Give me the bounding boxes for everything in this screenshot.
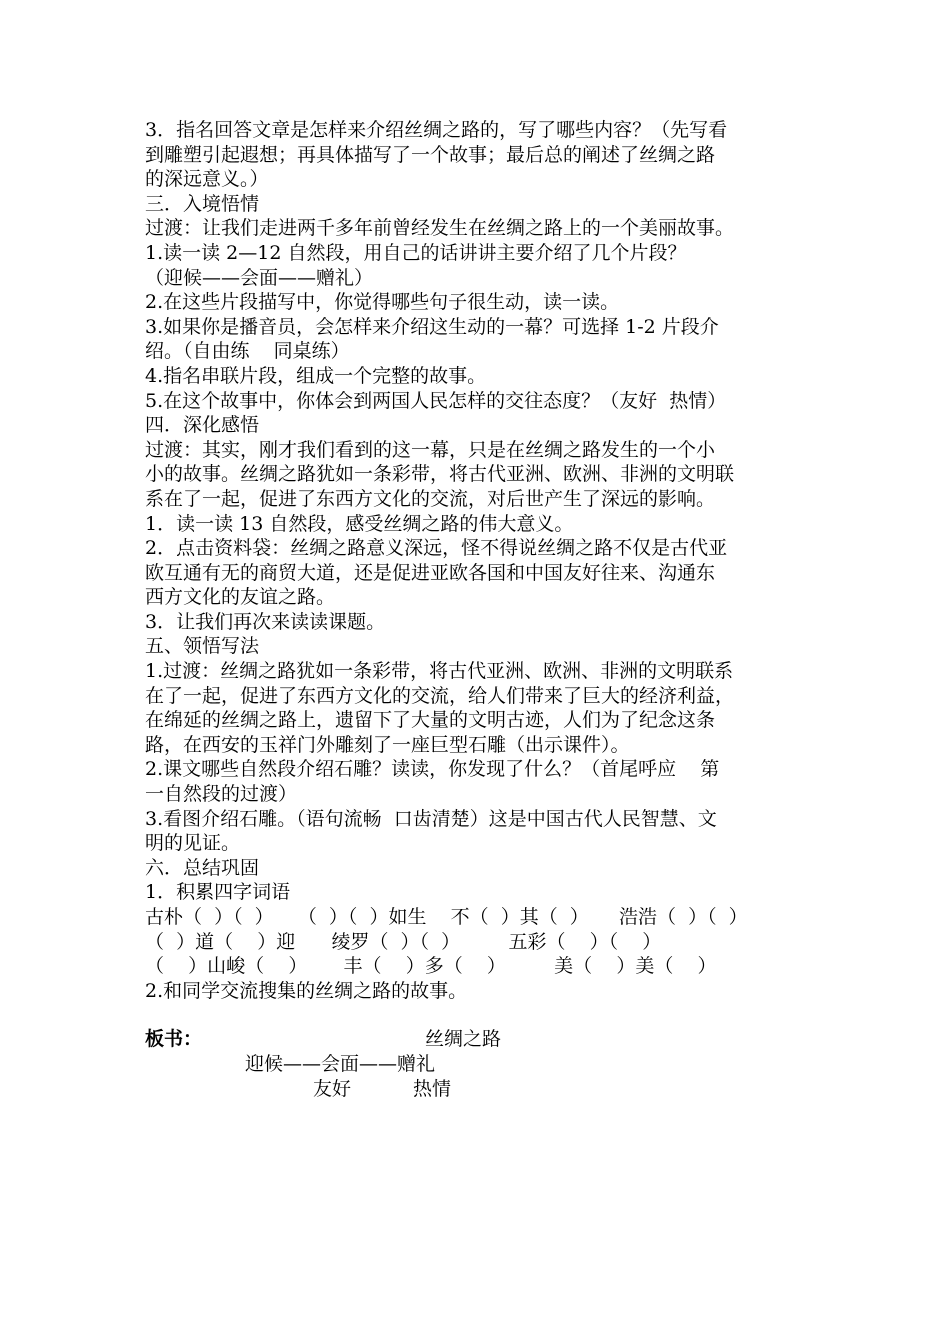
text-line: 过渡：其实，刚才我们看到的这一幕，只是在丝绸之路发生的一个小 [145, 438, 716, 461]
text-line: 1．积累四字词语 [145, 881, 291, 904]
text-line: 2.课文哪些自然段介绍石雕？读读，你发现了什么？（首尾呼应 第 [145, 758, 720, 781]
text-line: 明的见证。 [145, 832, 241, 855]
text-line: 过渡：让我们走进两千多年前曾经发生在丝绸之路上的一个美丽故事。 [145, 217, 735, 240]
word-exercise-row: 古朴（ ）（ ） （ ）（ ）如生 不（ ）其（ ） 浩浩（ ）（ ） [145, 906, 748, 928]
document-body [145, 118, 825, 1101]
text-line: 1.读一读 2—12 自然段，用自己的话讲讲主要介绍了几个片段？ [145, 241, 687, 264]
blackboard-row-3 [145, 1077, 825, 1102]
blackboard-row-1 [145, 1027, 825, 1052]
blackboard-attitude-1: 友好 [313, 1077, 352, 1100]
text-line: 4.指名串联片段，组成一个完整的故事。 [145, 364, 487, 387]
text-line: 2.和同学交流搜集的丝绸之路的故事。 [145, 979, 468, 1002]
spacer [145, 1003, 825, 1027]
text-line: 1．读一读 13 自然段，感受丝绸之路的伟大意义。 [145, 512, 574, 535]
blackboard-flow: 迎候——会面——赠礼 [245, 1052, 436, 1075]
text-line: 5.在这个故事中，你体会到两国人民怎样的交往态度？（友好 热情） [145, 389, 727, 412]
word-exercise-row: （ ）山峻（ ） 丰（ ）多（ ） 美（ ）美（ ） [145, 955, 717, 978]
text-line: （迎候——会面——赠礼） [145, 266, 374, 289]
text-line: 的深远意义。） [145, 168, 269, 191]
text-line: 西方文化的友谊之路。 [145, 586, 336, 609]
text-line: 系在了一起，促进了东西方文化的交流，对后世产生了深远的影响。 [145, 487, 716, 510]
text-line: 在了一起，促进了东西方文化的交流，给人们带来了巨大的经济利益， [145, 684, 735, 707]
section-heading: 五、领悟写法 [145, 635, 260, 658]
blackboard-row-2 [145, 1052, 825, 1077]
text-line: 3．指名回答文章是怎样来介绍丝绸之路的，写了哪些内容？（先写看 [145, 119, 728, 141]
word-exercise-row: （ ）道（ ）迎 绫罗（ ）（ ） 五彩（ ）（ ） [145, 930, 662, 953]
text-line: 3.看图介绍石雕。（语句流畅 口齿清楚）这是中国古代人民智慧、文 [145, 807, 717, 830]
text-line: 2.在这些片段描写中，你觉得哪些句子很生动，读一读。 [145, 291, 620, 314]
text-line: 在绵延的丝绸之路上，遗留下了大量的文明古迹，人们为了纪念这条 [145, 709, 716, 732]
text-line: 小的故事。丝绸之路犹如一条彩带，将古代亚洲、欧洲、非洲的文明联 [145, 463, 735, 486]
text-line: 欧互通有无的商贸大道，还是促进亚欧各国和中国友好往来、沟通东 [145, 561, 716, 584]
text-line: 路，在西安的玉祥门外雕刻了一座巨型石雕（出示课件）。 [145, 733, 630, 756]
blackboard-attitude-2: 热情 [413, 1077, 452, 1100]
text-line: 绍。（自由练 同桌练） [145, 340, 350, 363]
blackboard-title: 丝绸之路 [425, 1028, 502, 1051]
text-line: 1.过渡：丝绸之路犹如一条彩带，将古代亚洲、欧洲、非洲的文明联系 [145, 660, 734, 683]
section-heading: 三．入境悟情 [145, 192, 260, 215]
text-line: 一自然段的过渡） [145, 783, 298, 806]
blackboard-label: 板书： [145, 1028, 203, 1051]
text-line: 到雕塑引起遐想；再具体描写了一个故事；最后总的阐述了丝绸之路 [145, 143, 716, 166]
text-line: 2．点击资料袋：丝绸之路意义深远，怪不得说丝绸之路不仅是古代亚 [145, 537, 728, 560]
text-line: 3．让我们再次来读读课题。 [145, 610, 386, 633]
section-heading: 六．总结巩固 [145, 856, 260, 879]
section-heading: 四．深化感悟 [145, 414, 260, 437]
text-line: 3.如果你是播音员，会怎样来介绍这生动的一幕？可选择 1-2 片段介 [145, 315, 719, 338]
